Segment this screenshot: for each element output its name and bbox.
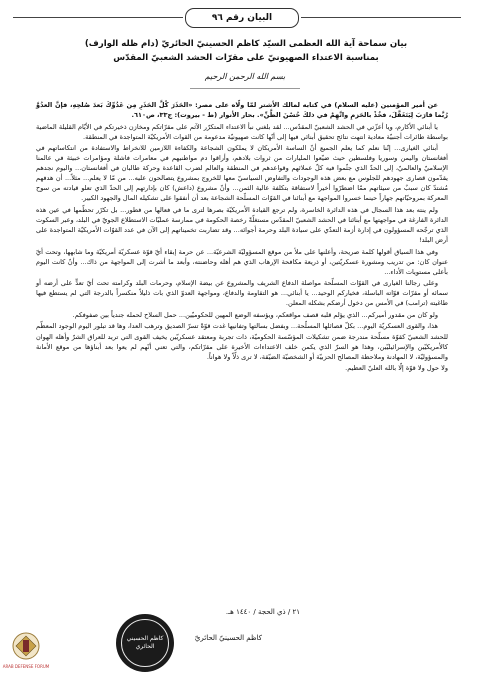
- seal-inner-ring: [121, 619, 169, 667]
- body-paragraph-6: ولو كان من مقدور أميركم... الذي يؤلم قلبه قصف مواقعكم، ويؤسفه الوضع المهين للحكوميّين... حمل السلاح لحمله جندياً بين صفوفكم.: [72, 310, 438, 319]
- statement-number-header: [185, 8, 299, 28]
- body-paragraph-7: هذا، والقوى العسكريّة اليوم... بكلّ فصائلها المسلّحة... وبفضل بسالتها وتفانيها غدت قوّةً تسرّ الصديق وترهب العدا، وها قد تبلور اليوم الوجود المعظّم للحشد الشعبيّ كقوّة مسلّحة مندرجة ضمن تشكيلات المؤسّسة الحكوميّة، ذات تجربة ومعتقد عسكريّين يخيف القوى التي تريد للعراق الشرّ وأهله الهوان كالأمريكيّين والإسرائيليّين، وهذا هو السرّ الذي يكمن خلف الاعتداءات الأخيرة على مقرّاتكم، والتي تعني أنّهم لم يعوا بعد أبناؤها من موقع الأمانة والمسؤوليّة، لا المهادنة وملاحظة المصالح الحزبيّة أو الشخصيّة الضيّقة، لا ترى ذلّاً ولا هواناً.: [36, 322, 448, 361]
- statement-number-label: البيان رقم ٩٦: [211, 13, 273, 23]
- title-line-1: بيان سماحة آية الله العظمى السيّد كاظم الحسينيّ الحائريّ (دام ظله الوارف): [84, 39, 408, 49]
- signature-name: كاظم الحسينيّ الحائريّ: [194, 634, 262, 642]
- title-line-2: بمناسبة الاعتداء الصهيونيّ على مقرّات الحشد الشعبيّ المقدّس: [113, 53, 379, 63]
- body-paragraph-1: يا أبنائي الأكارم، ويا أعزّتي في الحشد الشعبيّ المقدّس... لقد بلغني نبأ الاعتداء المتكرّر الآثم على مقرّاتكم ومخازن ذخيرتكم في الأيّام القليلة الماضية بواسطة طائرات أجنبيّة معادية انتهت نتائج تحقيق أبنائي فيها إلى أنّها كانت صهيونيّة مدعومة من القوات الأمريكيّة المتواجدة في المنطقة.: [36, 122, 448, 141]
- basmala-calligraphy: بسم الله الرحمن الرحيم: [190, 72, 300, 89]
- watermark-text: ARAB DEFENSE FORUM: [2, 664, 50, 669]
- closing-line: ولا حول ولا قوّة إلّا بالله العليّ العظيم.: [345, 364, 448, 373]
- statement-body: [36, 100, 448, 375]
- body-paragraph-4: وفي هذا السياق أقولها كلمة صريحة، وأعلنها على ملأ من موقع المسؤوليّة الشرعيّة... عن حرمة إبقاء أيّ قوّة عسكريّة أمريكيّة وما شابهها، وتحت أيّ عنوان كان: من تدريب ومشورة عسكريّتين، أو ذريعة مكافحة الإرهاب الذي هم أهله وحاضنته، وأبعد ما أشرت إلى المواجهة من ذاك... وأنّ كانت اليوم بأعلى مستويات الأداء...: [36, 247, 448, 276]
- official-seal: [116, 614, 174, 672]
- forum-watermark-logo: [2, 628, 50, 678]
- body-paragraph-5: وعلى رجالنا الغيارى في القوّات المسلّحة مواصلة الدفاع الشريف والمشروع عن بيضة الإسلام، وحرمات البلد وكرامته تحت أيّ تعدٍّ على أرضه أو سمائه أو مقرّات قوّاته الباسلة، فخياركم الوحيد... يا أبنائي... هو التقاومة والدفاع، ومواجهة العدوّ الذي بات ذليلاً منكسراً بالدرجة التي لم يستطع فيها طاغيته (ترامب) في الأمس من دخول أرضكم بشكله المعلن.: [36, 279, 448, 308]
- seal-text: كاظم الحسيني الحائري: [126, 635, 164, 650]
- body-paragraph-2: أبنائي الغيارى... إنّنا نعلم كما يعلم الجميع أنّ الساسة الأمريكان لا يملكون الشجاعة والكفاءة اللازمين للانخراط والاستفادة من انتكاساتهم في أفغانستان واليمن وسوريا وفلسطين حيث ضيّعوا المليارات من ثروات بلادهم، وأراقوا دم مواطنيهم في معامرات فاشلة ومؤامرات خبيثة في عالمنا الإسلاميّ والعالميّ، إلى الحدّ الذي جثّموا فيه كلّ عملائهم وقواعدهم في المنطقة والعالم لضرب القاعدة وحركة طالبان في أفغانستان... واليوم نجدهم يقدّمون قصارى جهودهم للجلوس مع بعض هذه الوجودات والتفاوض السياسيّ معها للخروج بمشروع يتصالحون عليه... من مّا لا يعلم... مثلاً... أن هدفهم مُشتدّ كان سببٌ من سيئاتهم ممّا اضطرّوا أخيراً لاستفاقة بتكلفة عالية الثمن... وأنّ مشروع (داعش) كان بإدارتهم إلى الحدّ الذي تعلو قيادته من سوح المعركة بمروحيّاتهم جهاراً حينما خسروا المواجهة مع أبنائنا في القوّات المسلّحة الشجاعة بعد أن أنفقوا على تشكيله المال والجهود الكبير.: [36, 144, 448, 203]
- quote-paragraph: عن أمير المؤمنين (عليه السلام) في كتابه لمالك الأشتر لمّا ولّاه على مصر: «الحَذَرَ كُلَّ الحَذَرِ مِن عَدُوِّكَ بَعدَ صُلحِهِ، فإنَّ العدُوَّ رُبَّما قارَبَ لِيَتَغَفَّلَ، فخُذْ بالحَزمِ واتَّهِمْ في ذلكَ حُسْنَ الظَّنِّ». بحار الأنوار (ط - بيروت): ج٣٣، ص٦١٠.: [36, 101, 448, 120]
- date-line: ٢١ / ذي الحجة / ١٤٤٠ هـ.: [225, 608, 300, 616]
- body-paragraph-3: ولم ينته بعد هذا السجال في هذه الدائرة الخاسرة، ولم ترجع القيادة الأمريكيّة بصرها لترى ما في فعالها من فطور... بل تكرّر تحطّمها في عين هذه الدائرة الفارغة في مواجهتها مع أبنائنا في الحشد الشعبيّ المقدّس مستغلّةً رخصة الحكومة في ممارسة عمليّات الاستطلاع الجويّ في البلد، وعبر السكوت الذي ترجّحه المسؤولون في إدارة أزمة التعدّي على سيادة البلد وحرمة أجوائه... وقد تضاربت تخميناتهم إلى الآن في عدد القوّات الأمريكيّة المتواجدة على أرض البلد!: [36, 205, 448, 245]
- document-title: [48, 37, 444, 65]
